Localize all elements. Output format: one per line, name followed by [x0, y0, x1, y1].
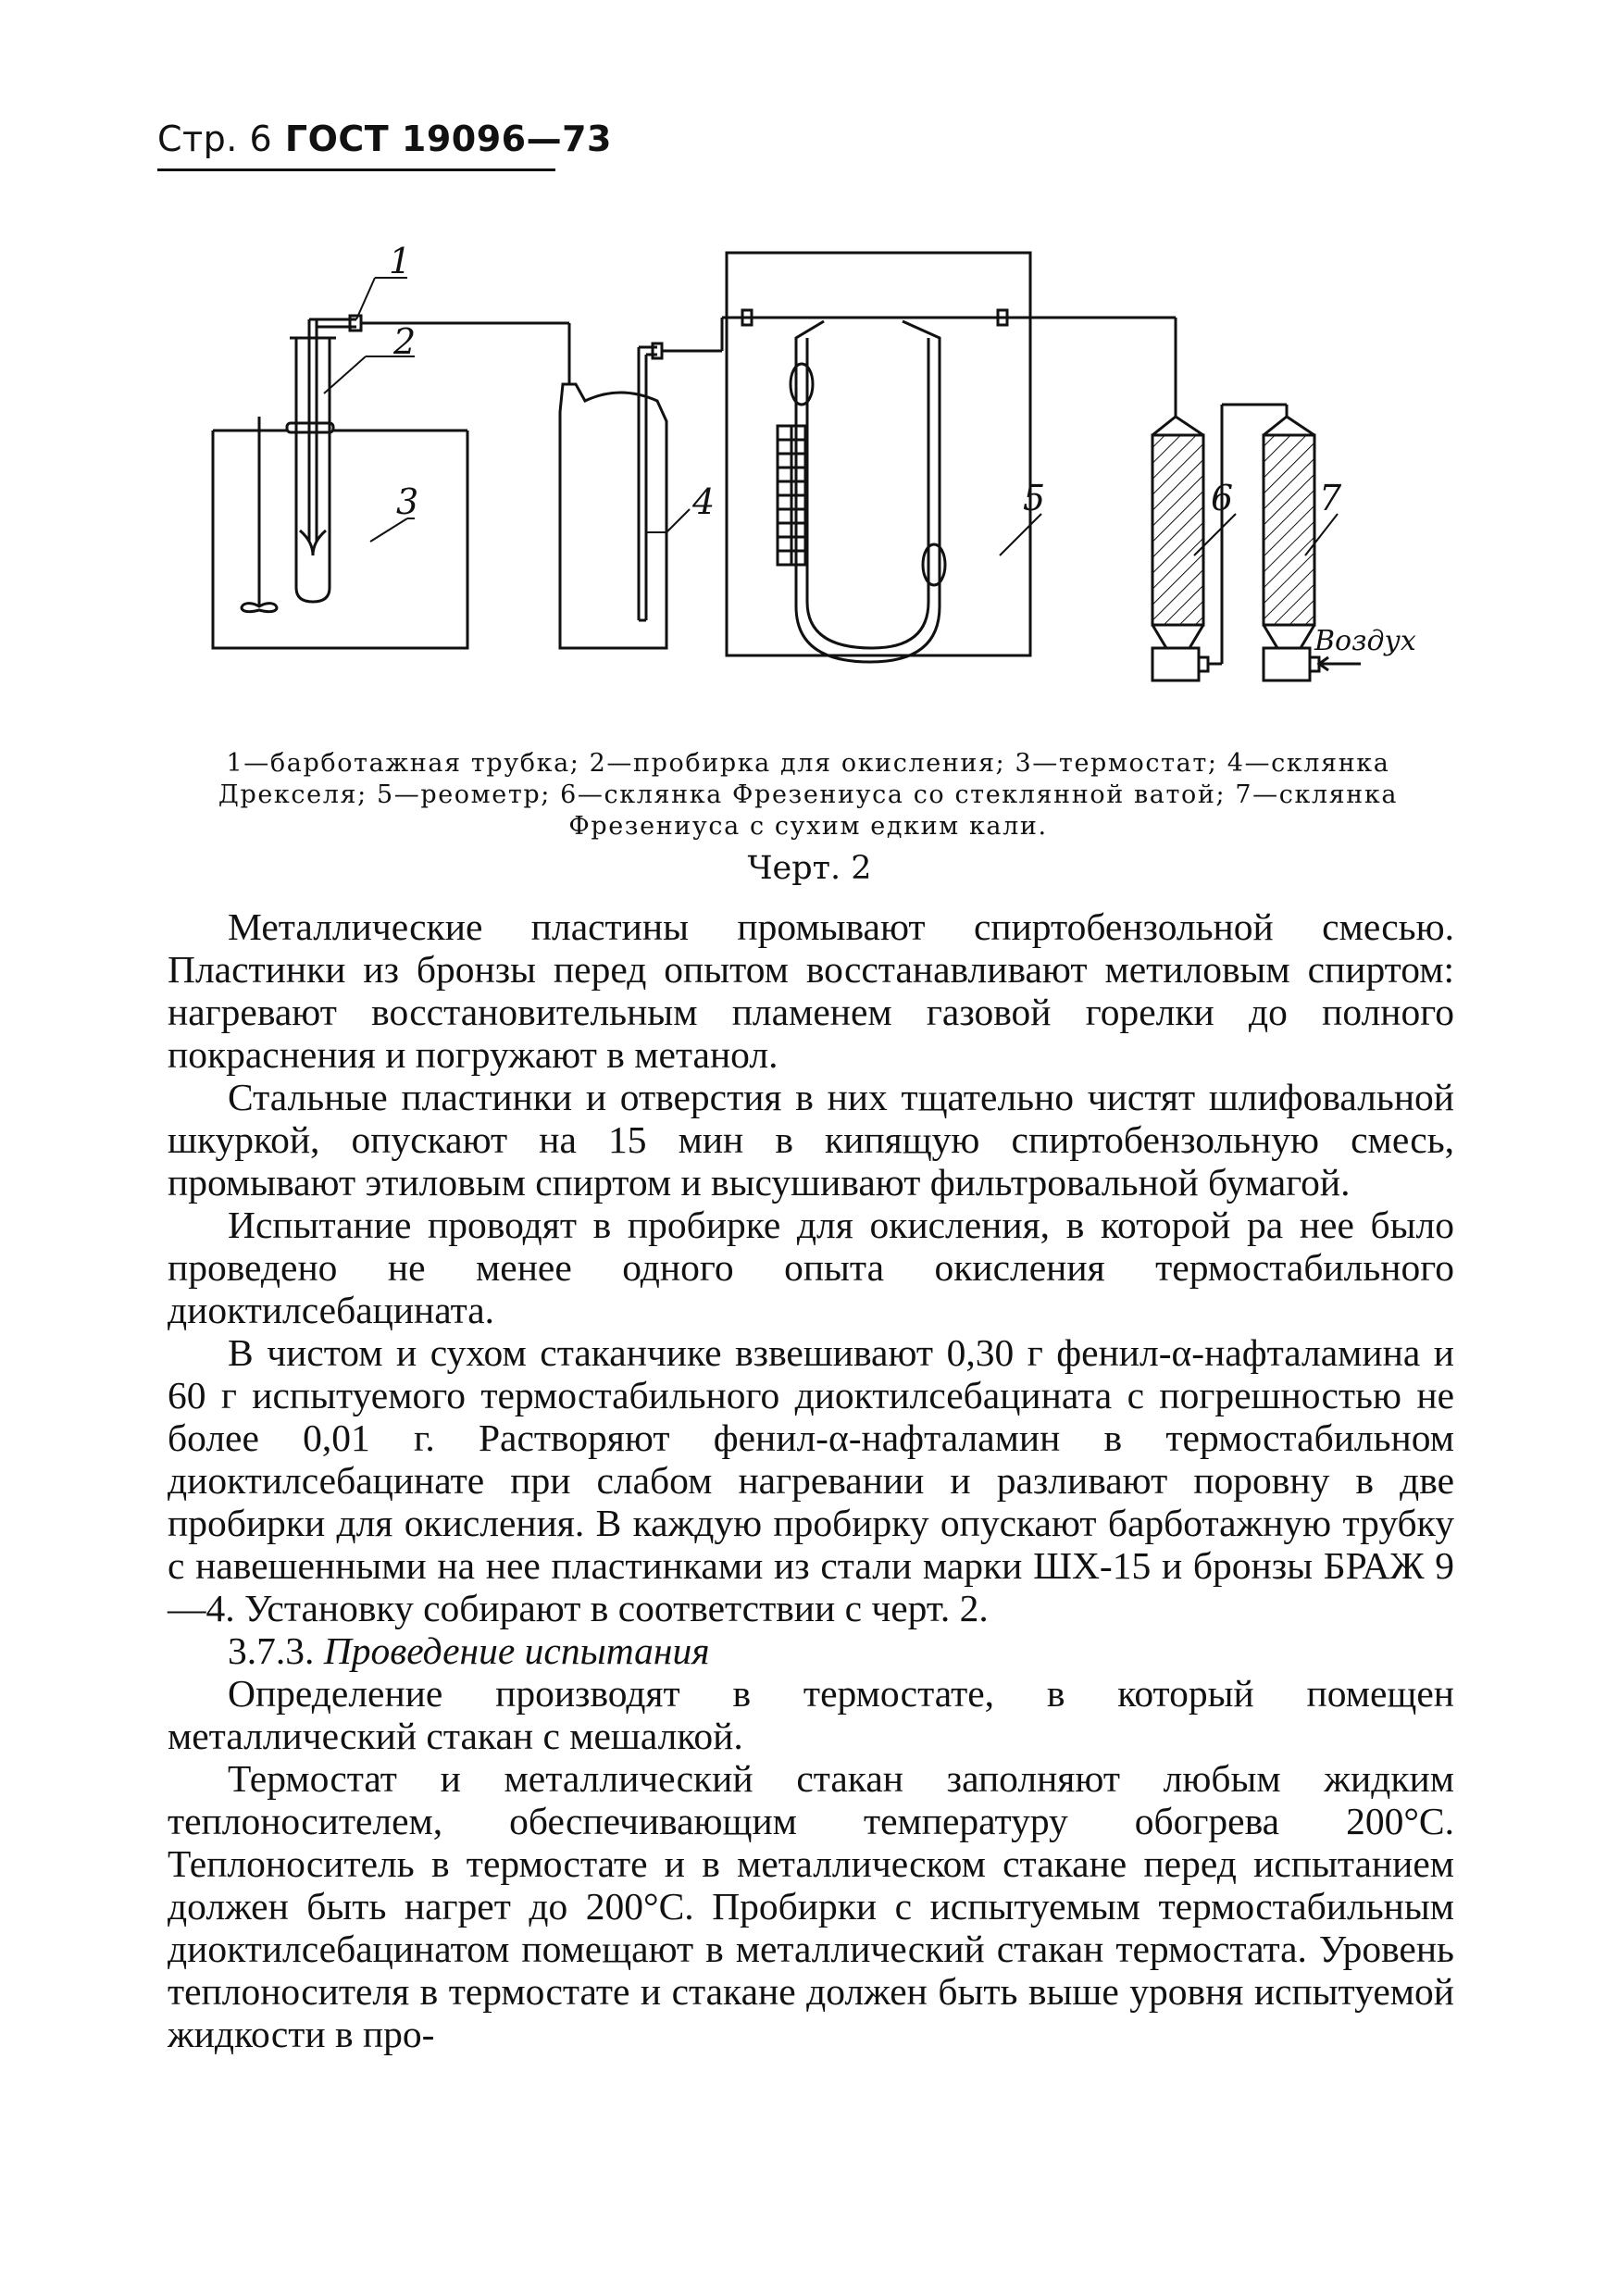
- label-3: 3: [396, 481, 419, 522]
- page-number: Стр. 6: [157, 119, 273, 159]
- label-4: 4: [692, 481, 716, 522]
- paragraph: Определение производят в термостате, в который помещен металлический стакан с мешалкой.: [168, 1672, 1454, 1757]
- air-label: Воздух: [1314, 625, 1416, 657]
- body-text: [168, 905, 1454, 2055]
- section-heading: [168, 1629, 1454, 1672]
- standard-number: ГОСТ 19096—73: [284, 119, 612, 159]
- label-7: 7: [1319, 478, 1342, 518]
- label-6: 6: [1211, 478, 1234, 518]
- paragraph: Стальные пластинки и отверстия в них тщательно чистят шлифовальной шкуркой, опускают на 15 мин в кипящую спиртобензольную смесь, промывают этиловым спиртом и высушивают фильтровальной бумагой.: [168, 1076, 1454, 1204]
- thermostat-bath: [213, 417, 467, 648]
- figure-caption: 1—барботажная трубка; 2—пробирка для окисления; 3—термостат; 4—склянка Дрекселя; 5—реометр; 6—склянка Фрезениуса со стеклянной ватой; 7—склянка Фрезениуса с сухим едким кали.: [218, 749, 1399, 841]
- paragraph: В чистом и сухом стаканчике взвешивают 0,30 г фенил-α-нафталамина и 60 г испытуемого термостабильного диоктилсебацината с погрешностью не более 0,01 г. Растворяют фенил-α-нафталамин в термостабильном диоктилсебацинате при слабом нагревании и разливают поровну в две пробирки для окисления. В каждую пробирку опускают барботажную трубку с навешенными на нее пластинками из стали марки ШХ-15 и бронзы БРАЖ 9—4. Установку собирают в соответствии с черт. 2.: [168, 1331, 1454, 1629]
- paragraph: Термостат и металлический стакан заполняют любым жидким теплоносителем, обеспечивающим температуру обогрева 200°С. Теплоноситель в термостате и в металлическом стакане перед испытанием должен быть нагрет до 200°С. Пробирки с испытуемым термостабильным диоктилсебацинатом помещают в металлический стакан термостата. Уровень теплоносителя в термостате и стакане должен быть выше уровня испытуемой жидкости в про-: [168, 1757, 1454, 2055]
- section-number: 3.7.3.: [228, 1629, 315, 1672]
- oxidation-tube: [290, 338, 336, 602]
- header-rule: [157, 168, 555, 171]
- paragraph: Испытание проводят в пробирке для окисления, в которой ра нее было проведено не менее одного опыта окисления термостабильного диоктилсебацината.: [168, 1204, 1454, 1331]
- label-2: 2: [393, 321, 417, 362]
- label-1: 1: [389, 241, 412, 281]
- section-title: Проведение испытания: [323, 1629, 710, 1672]
- figure-title: Черт. 2: [747, 850, 872, 887]
- rheometer: [722, 253, 1030, 662]
- apparatus-diagram: [185, 236, 1463, 731]
- running-header: [157, 119, 612, 159]
- label-5: 5: [1023, 478, 1046, 518]
- paragraph: Металлические пластины промывают спиртобензольной смесью. Пластинки из бронзы перед опытом восстанавливают метиловым спиртом: нагревают восстановительным пламенем газовой горелки до полного покраснения и погружают в метанол.: [168, 905, 1454, 1076]
